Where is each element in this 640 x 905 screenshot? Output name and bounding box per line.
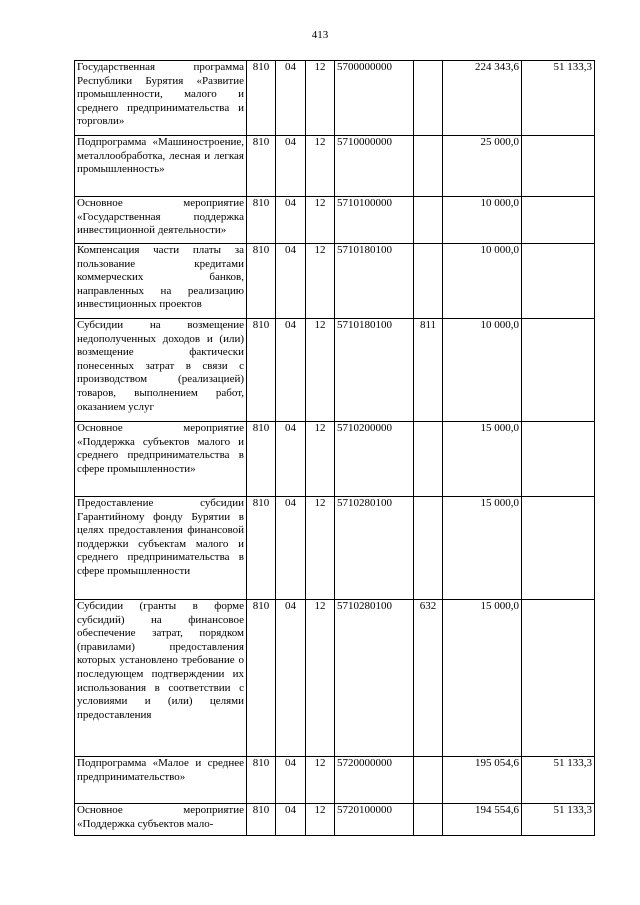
row-ved: 810 — [247, 600, 276, 757]
row-ved: 810 — [247, 244, 276, 319]
row-ved: 810 — [247, 197, 276, 244]
row-section: 04 — [276, 244, 306, 319]
row-sum-federal — [522, 244, 595, 319]
row-ved: 810 — [247, 136, 276, 197]
row-sum-federal: 51 133,3 — [522, 757, 595, 804]
row-expense-type — [414, 497, 443, 600]
row-subsection: 12 — [306, 600, 335, 757]
row-section: 04 — [276, 197, 306, 244]
row-section: 04 — [276, 136, 306, 197]
row-target-article: 5710280100 — [335, 600, 414, 757]
row-sum-federal — [522, 422, 595, 497]
row-subsection: 12 — [306, 197, 335, 244]
table-row — [75, 197, 595, 244]
row-section: 04 — [276, 422, 306, 497]
row-section: 04 — [276, 804, 306, 836]
row-target-article: 5720100000 — [335, 804, 414, 836]
row-target-article: 5710280100 — [335, 497, 414, 600]
row-expense-type — [414, 422, 443, 497]
row-sum-federal — [522, 497, 595, 600]
row-sum-total: 15 000,0 — [443, 422, 522, 497]
table-row — [75, 61, 595, 136]
row-sum-federal — [522, 319, 595, 422]
row-expense-type — [414, 804, 443, 836]
row-sum-total: 194 554,6 — [443, 804, 522, 836]
row-target-article: 5700000000 — [335, 61, 414, 136]
row-section: 04 — [276, 497, 306, 600]
row-sum-federal: 51 133,3 — [522, 61, 595, 136]
row-section: 04 — [276, 757, 306, 804]
row-subsection: 12 — [306, 757, 335, 804]
row-expense-type — [414, 61, 443, 136]
row-sum-federal — [522, 136, 595, 197]
row-subsection: 12 — [306, 244, 335, 319]
row-ved: 810 — [247, 319, 276, 422]
row-name: Компенсация части платы за пользование кредитами коммерческих банков, направленных на реализацию инвестиционных проектов — [75, 244, 247, 319]
row-ved: 810 — [247, 422, 276, 497]
row-sum-total: 15 000,0 — [443, 600, 522, 757]
row-section: 04 — [276, 319, 306, 422]
row-expense-type: 811 — [414, 319, 443, 422]
row-expense-type: 632 — [414, 600, 443, 757]
row-subsection: 12 — [306, 61, 335, 136]
page-number: 413 — [311, 29, 329, 41]
row-sum-federal — [522, 600, 595, 757]
table-row — [75, 804, 595, 836]
row-section: 04 — [276, 600, 306, 757]
budget-table — [74, 60, 595, 836]
row-sum-total: 15 000,0 — [443, 497, 522, 600]
row-ved: 810 — [247, 757, 276, 804]
row-subsection: 12 — [306, 422, 335, 497]
row-name: Основное мероприятие «Поддержка субъектов малого и среднего предпринимательства в сфере промышленности» — [75, 422, 247, 497]
row-sum-total: 10 000,0 — [443, 319, 522, 422]
row-expense-type — [414, 757, 443, 804]
table-row — [75, 497, 595, 600]
row-ved: 810 — [247, 804, 276, 836]
row-name: Подпрограмма «Малое и среднее предпринимательство» — [75, 757, 247, 804]
table-row — [75, 319, 595, 422]
row-sum-total: 25 000,0 — [443, 136, 522, 197]
row-name: Субсидии (гранты в форме субсидий) на финансовое обеспечение затрат, порядком (правилами) предоставления которых установлено требование о последующем подтверждении их использования в соответствии с условиями и (или) целями предоставления — [75, 600, 247, 757]
row-sum-total: 10 000,0 — [443, 197, 522, 244]
row-subsection: 12 — [306, 497, 335, 600]
row-sum-total: 10 000,0 — [443, 244, 522, 319]
row-subsection: 12 — [306, 319, 335, 422]
row-subsection: 12 — [306, 136, 335, 197]
row-sum-federal — [522, 197, 595, 244]
row-name: Субсидии на возмещение недополученных доходов и (или) возмещение фактически понесенных затрат в связи с производством (реализацией) товаров, выполнением работ, оказанием услуг — [75, 319, 247, 422]
row-name: Предоставление субсидии Гарантийному фонду Бурятии в целях предоставления финансовой поддержки субъектам малого и среднего предпринимательства в сфере промышленности — [75, 497, 247, 600]
row-target-article: 5710180100 — [335, 319, 414, 422]
row-name: Основное мероприятие «Поддержка субъектов мало- — [75, 804, 247, 836]
row-name: Подпрограмма «Машиностроение, металлообработка, лесная и легкая промышленность» — [75, 136, 247, 197]
row-target-article: 5710000000 — [335, 136, 414, 197]
row-target-article: 5720000000 — [335, 757, 414, 804]
table-row — [75, 422, 595, 497]
row-sum-federal: 51 133,3 — [522, 804, 595, 836]
row-expense-type — [414, 136, 443, 197]
row-name: Государственная программа Республики Бурятия «Развитие промышленности, малого и среднего предпринимательства и торговли» — [75, 61, 247, 136]
row-ved: 810 — [247, 497, 276, 600]
row-target-article: 5710100000 — [335, 197, 414, 244]
row-target-article: 5710200000 — [335, 422, 414, 497]
table-row — [75, 600, 595, 757]
table-row — [75, 244, 595, 319]
row-name: Основное мероприятие «Государственная поддержка инвестиционной деятельности» — [75, 197, 247, 244]
row-sum-total: 195 054,6 — [443, 757, 522, 804]
row-target-article: 5710180100 — [335, 244, 414, 319]
row-section: 04 — [276, 61, 306, 136]
row-expense-type — [414, 197, 443, 244]
row-subsection: 12 — [306, 804, 335, 836]
row-sum-total: 224 343,6 — [443, 61, 522, 136]
table-row — [75, 757, 595, 804]
table-row — [75, 136, 595, 197]
row-ved: 810 — [247, 61, 276, 136]
row-expense-type — [414, 244, 443, 319]
